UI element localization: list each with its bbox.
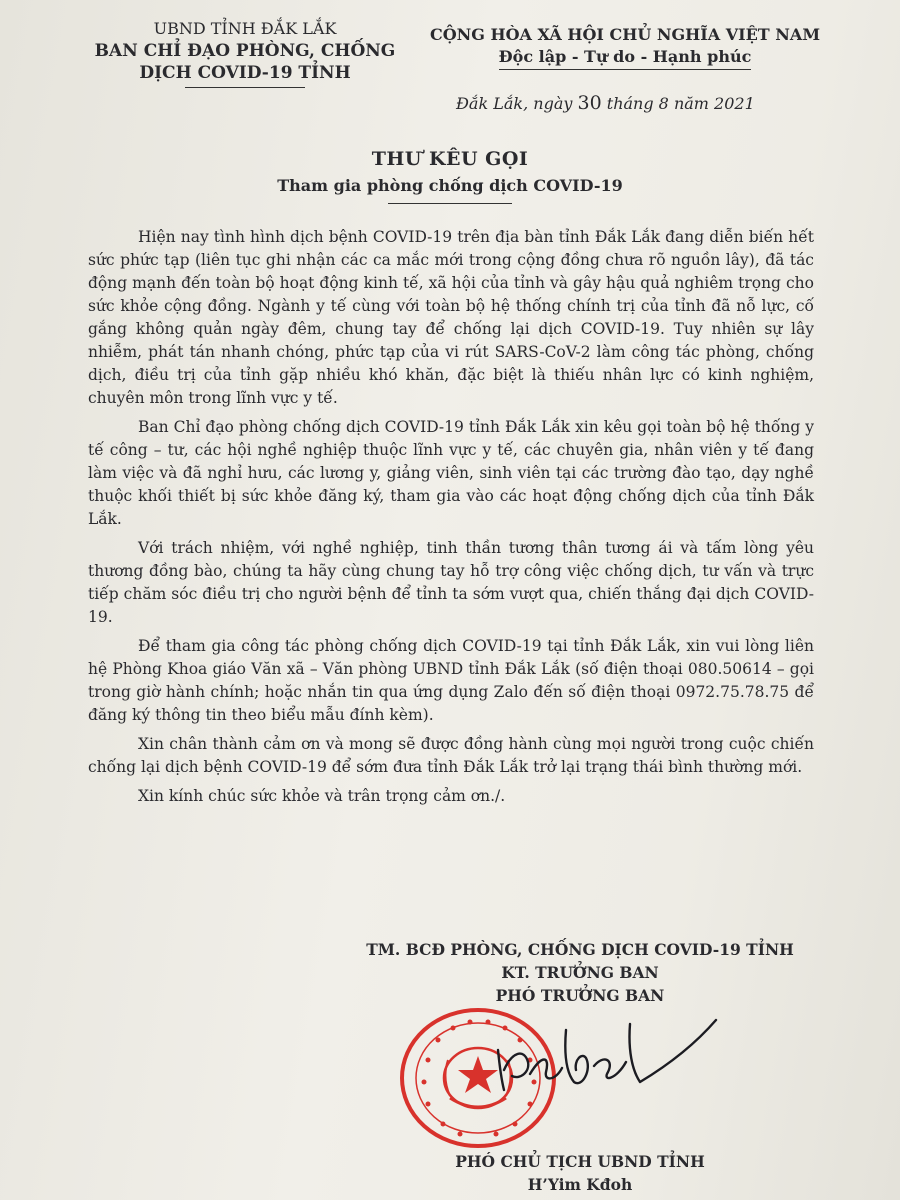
header-divider [185, 87, 305, 88]
body-paragraph: Hiện nay tình hình dịch bệnh COVID-19 trên địa bàn tỉnh Đắk Lắk đang diễn biến hết sức phức tạp (liên tục ghi nhận các ca mắc mới trong cộng đồng chưa rõ nguồn lây), đã tác động mạnh đến toàn bộ hoạt động kinh tế, xã hội của tỉnh và gây hậu quả nghiêm trọng cho sức khỏe cộng đồng. Ngành y tế cùng với toàn bộ hệ thống chính trị của tỉnh đã nỗ lực, cố gắng không quản ngày đêm, chung tay để chống lại dịch COVID-19. Tuy nhiên sự lây nhiễm, phát tán nhanh chóng, phức tạp của vi rút SARS-CoV-2 làm công tác phòng, chống dịch, điều trị của tỉnh gặp nhiều khó khăn, đặc biệt là thiếu nhân lực có kinh nghiệm, chuyên môn trong lĩnh vực y tế. [88, 228, 814, 407]
national-header [420, 24, 830, 70]
signature-delegation: KT. TRƯỞNG BAN [501, 963, 659, 982]
subtitle-divider [388, 203, 512, 204]
date-suffix: tháng 8 năm 2021 [606, 94, 755, 113]
nation-name: CỘNG HÒA XÃ HỘI CHỦ NGHĨA VIỆT NAM [429, 25, 821, 44]
document-subtitle: Tham gia phòng chống dịch COVID-19 [277, 176, 623, 195]
date-line [456, 92, 836, 114]
committee-name-line1: BAN CHỈ ĐẠO PHÒNG, CHỐNG [94, 41, 396, 61]
body-paragraph: Ban Chỉ đạo phòng chống dịch COVID-19 tỉnh Đắk Lắk xin kêu gọi toàn bộ hệ thống y tế công – tư, các hội nghề nghiệp thuộc lĩnh vực y tế, các chuyên gia, nhân viên y tế đang làm việc và đã nghỉ hưu, các lương y, giảng viên, sinh viên tại các trường đào tạo, dạy nghề thuộc khối thiết bị sức khỏe đăng ký, tham gia vào các hoạt động chống dịch của tỉnh Đắk Lắk. [88, 418, 814, 528]
committee-name-line2: DỊCH COVID-19 TỈNH [139, 63, 351, 83]
body-paragraph: Xin kính chúc sức khỏe và trân trọng cảm ơn./. [138, 787, 506, 805]
body-paragraph: Để tham gia công tác phòng chống dịch COVID-19 tại tỉnh Đắk Lắk, xin vui lòng liên hệ Phòng Khoa giáo Văn xã – Văn phòng UBND tỉnh Đắk Lắk (số điện thoại 080.50614 – gọi trong giờ hành chính; hoặc nhắn tin qua ứng dụng Zalo đến số điện thoại 0972.75.78.75 để đăng ký thông tin theo biểu mẫu đính kèm). [88, 637, 814, 724]
document-title: THƯ KÊU GỌI [371, 148, 529, 170]
signatory-block [310, 1150, 850, 1196]
signatory-title: PHÓ CHỦ TỊCH UBND TỈNH [455, 1152, 705, 1171]
national-motto: Độc lập - Tự do - Hạnh phúc [499, 46, 752, 70]
date-prefix: Đắk Lắk, ngày [456, 94, 573, 113]
body-paragraph: Xin chân thành cảm ơn và mong sẽ được đồng hành cùng mọi người trong cuộc chiến chống lại dịch bệnh COVID-19 để sớm đưa tỉnh Đắk Lắk trở lại trạng thái bình thường mới. [88, 735, 814, 776]
signature-role: PHÓ TRƯỞNG BAN [495, 986, 665, 1005]
issuing-agency-header [60, 18, 430, 88]
letter-body [88, 226, 814, 814]
date-day: 30 [577, 92, 602, 114]
body-paragraph: Với trách nhiệm, với nghề nghiệp, tinh thần tương thân tương ái và tấm lòng yêu thương đồng bào, chúng ta hãy cùng chung tay hỗ trợ công việc chống dịch, tư vấn và trực tiếp chăm sóc điều trị cho người bệnh để tỉnh ta sớm vượt qua, chiến thắng đại dịch COVID-19. [88, 539, 814, 626]
province-name: UBND TỈNH ĐẮK LẮK [153, 19, 337, 38]
signature-block [310, 938, 850, 1007]
handwritten-signature-icon [490, 1010, 720, 1100]
signature-authority: TM. BCĐ PHÒNG, CHỐNG DỊCH COVID-19 TỈNH [366, 940, 794, 959]
signatory-name: H’Yim Kđoh [527, 1175, 633, 1194]
